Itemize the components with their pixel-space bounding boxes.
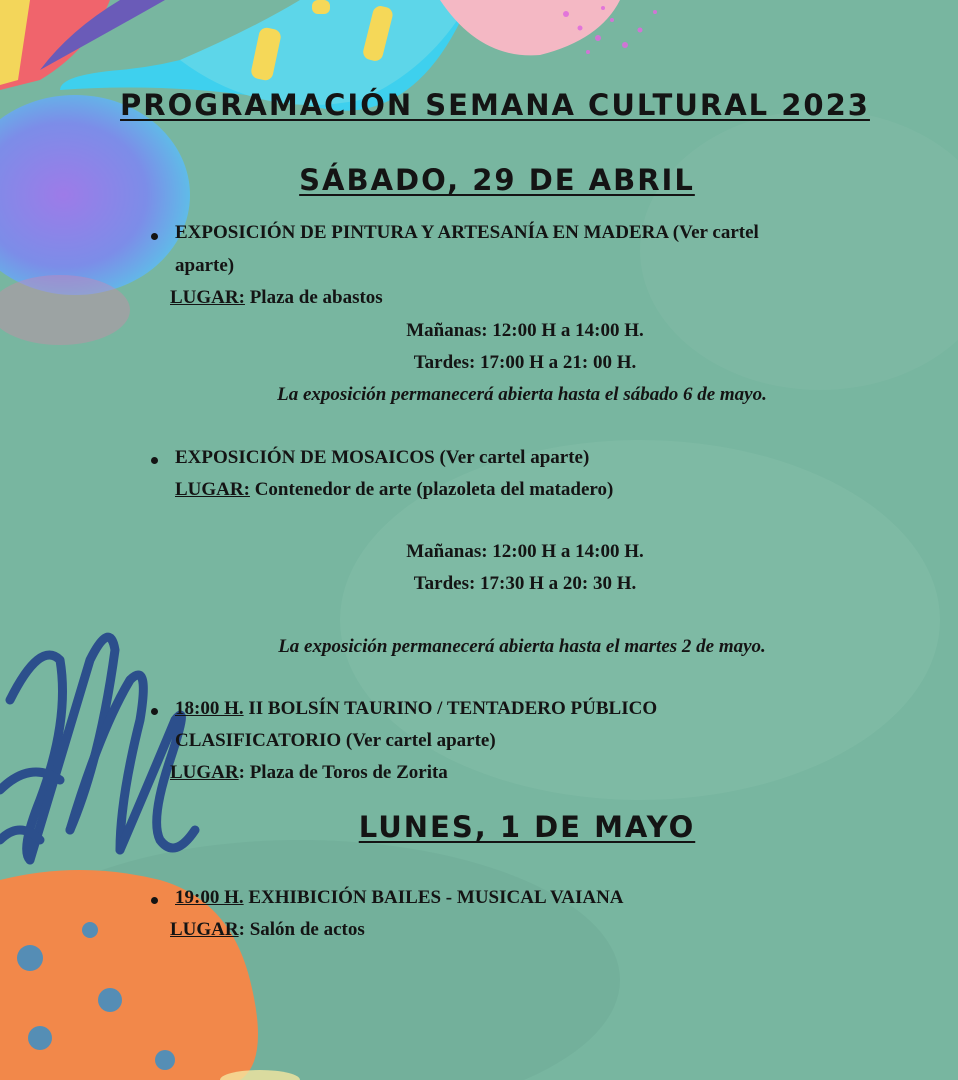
schedule-afternoon: Tardes: 17:00 H a 21: 00 H.: [413, 352, 637, 373]
location-value: Contenedor de arte (plazoleta del matadero): [254, 479, 614, 500]
location-label: LUGAR: [170, 919, 239, 940]
location-label: LUGAR: [170, 762, 239, 783]
event-location: [170, 919, 365, 941]
bullet-icon: [151, 233, 158, 240]
location-value: : Salón de actos: [238, 919, 365, 940]
event-note: La exposición permanecerá abierta hasta el martes 2 de mayo.: [278, 636, 766, 657]
schedule-morning: Mañanas: 12:00 H a 14:00 H.: [406, 320, 644, 341]
bullet-icon: [151, 457, 158, 464]
event-title: EXPOSICIÓN DE MOSAICOS (Ver cartel aparte): [175, 447, 590, 468]
poster-title: PROGRAMACIÓN SEMANA CULTURAL 2023: [120, 88, 870, 122]
bullet-icon: [151, 897, 158, 904]
schedule-morning: Mañanas: 12:00 H a 14:00 H.: [406, 541, 644, 562]
event-title-text: II BOLSÍN TAURINO / TENTADERO PÚBLICO: [248, 698, 658, 719]
event-time: 19:00 H.: [175, 887, 244, 908]
day-heading-monday: LUNES, 1 DE MAYO: [358, 810, 696, 844]
bullet-icon: [151, 708, 158, 715]
location-value: : Plaza de Toros de Zorita: [238, 762, 448, 783]
location-value: Plaza de abastos: [249, 287, 383, 308]
event-note: La exposición permanecerá abierta hasta el sábado 6 de mayo.: [277, 384, 767, 405]
event-title-continued: aparte): [175, 255, 235, 276]
schedule-afternoon: Tardes: 17:30 H a 20: 30 H.: [413, 573, 637, 594]
location-label: LUGAR:: [170, 287, 245, 308]
event-title: [175, 887, 624, 909]
event-location: [170, 762, 448, 784]
event-title: [175, 698, 657, 720]
event-title-text: EXHIBICIÓN BAILES - MUSICAL VAIANA: [248, 887, 624, 908]
day-heading-saturday: SÁBADO, 29 DE ABRIL: [299, 163, 695, 197]
event-location: [170, 287, 383, 309]
event-title: EXPOSICIÓN DE PINTURA Y ARTESANÍA EN MADERA (Ver cartel: [175, 222, 759, 243]
event-location: [175, 479, 613, 501]
location-label: LUGAR:: [175, 479, 250, 500]
event-title-continued: CLASIFICATORIO (Ver cartel aparte): [175, 730, 496, 751]
event-time: 18:00 H.: [175, 698, 244, 719]
